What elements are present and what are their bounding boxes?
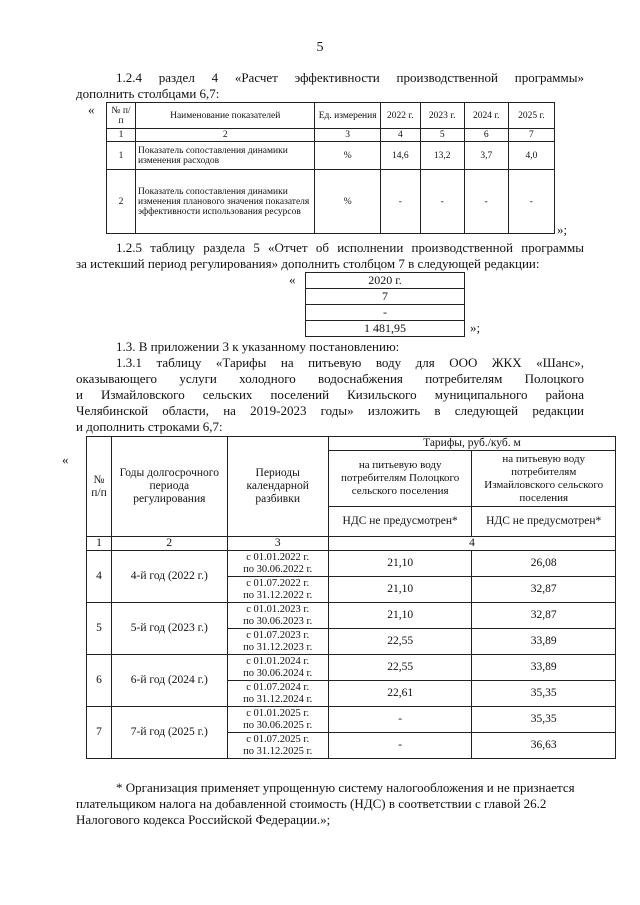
t3-header-years: Годы долгосрочного периода регулирования [112,437,227,537]
t1-header-2024: 2024 г. [464,103,508,129]
t3-period [227,629,328,655]
t3-tariff-izmail: 32,87 [472,577,616,603]
t2-cell: - [306,305,465,321]
t3-colnum: 2 [112,537,227,551]
t3-header-tariffs: Тарифы, руб./куб. м [328,437,615,451]
t3-tariff-izmail: 33,89 [472,629,616,655]
t1-row-2024: 3,7 [464,142,508,170]
t3-period-to: по 31.12.2022 г. [243,589,313,601]
t1-header-2023: 2023 г. [420,103,464,129]
t3-tariff-izmail: 26,08 [472,551,616,577]
t3-tariff-izmail: 32,87 [472,603,616,629]
t2-year: 2020 г. [306,273,465,289]
t3-tariff-izmail: 33,89 [472,655,616,681]
footnote-line2: плательщиком налога на добавленной стоимость (НДС) в соответствии с главой 26.2 [76,796,547,811]
t1-colnum: 1 [107,129,136,142]
t1-row-unit: % [315,170,381,234]
paragraph-1-2-5-line2: за истекший период регулирования» дополнить столбцом 7 в следующей редакции: [76,256,540,271]
t3-period [227,551,328,577]
paragraph-1-2-4-line2: дополнить столбцами 6,7: [76,86,220,101]
t3-header-periods: Периоды календарной разбивки [227,437,328,537]
t1-colnum: 7 [508,129,554,142]
t3-period [227,655,328,681]
paragraph-1-2-5-line1: 1.2.5 таблицу раздела 5 «Отчет об исполнении производственной программы [116,240,584,255]
t1-row-name: Показатель сопоставления динамики изменения расходов [136,142,315,170]
t3-group-num: 6 [87,655,112,707]
t1-row-2023: - [420,170,464,234]
t3-group-year: 5-й год (2023 г.) [112,603,227,655]
t3-colnum: 3 [227,537,328,551]
t3-period-from: с 01.07.2022 г. [246,577,310,589]
t1-colnum: 5 [420,129,464,142]
close-quote-table1: »; [557,222,568,237]
t3-period-to: по 30.06.2022 г. [243,563,313,575]
t3-period-to: по 30.06.2023 г. [243,615,313,627]
t1-row-unit: % [315,142,381,170]
t3-group-year: 7-й год (2025 г.) [112,707,227,759]
t1-header-2022: 2022 г. [380,103,420,129]
t3-tariff-polotsk: - [328,733,472,759]
t3-group-year: 6-й год (2024 г.) [112,655,227,707]
t1-colnum: 4 [380,129,420,142]
t2-colnum: 7 [306,289,465,305]
t3-tariff-polotsk: 22,55 [328,629,472,655]
t3-header-izmail: на питьевую воду потребителям Измайловского сельского поселения [472,451,616,507]
t1-row-2022: 14,6 [380,142,420,170]
report-column-table [305,272,465,337]
t1-row-name: Показатель сопоставления динамики изменения планового значения показателя эффективности использования ресурсов [136,170,315,234]
t1-row-2023: 13,2 [420,142,464,170]
open-quote-table3: « [62,452,69,467]
paragraph-1-2-4-line1: 1.2.4 раздел 4 «Расчет эффективности производственной программы» [116,70,584,85]
t3-tariff-polotsk: 21,10 [328,603,472,629]
t3-header-num: № п/п [87,437,112,537]
t3-period-from: с 01.01.2024 г. [246,655,310,667]
t3-header-vat-izmail: НДС не предусмотрен* [472,507,616,537]
t3-tariff-izmail: 35,35 [472,681,616,707]
t3-tariff-polotsk: 22,61 [328,681,472,707]
paragraph-1-3-1-line5: и дополнить строками 6,7: [76,419,223,434]
t1-row-2025: 4,0 [508,142,554,170]
close-quote-table2: »; [470,320,481,335]
t3-header-polotsk: на питьевую воду потребителям Полоцкого сельского поселения [328,451,472,507]
t1-row-num: 1 [107,142,136,170]
t3-period-to: по 31.12.2023 г. [243,641,313,653]
t3-tariff-polotsk: 22,55 [328,655,472,681]
t3-group-num: 7 [87,707,112,759]
t3-header-vat-polotsk: НДС не предусмотрен* [328,507,472,537]
paragraph-1-3-1-line1: 1.3.1 таблицу «Тарифы на питьевую воду для ООО ЖКХ «Шанс», [116,355,584,370]
t3-period [227,577,328,603]
t3-period [227,707,328,733]
t3-group-year: 4-й год (2022 г.) [112,551,227,603]
footnote-line3: Налогового кодекса Российской Федерации.»; [76,812,331,827]
t3-period-from: с 01.07.2023 г. [246,629,310,641]
t3-tariff-izmail: 35,35 [472,707,616,733]
t1-row-num: 2 [107,170,136,234]
t1-header-name: Наименование показателей [136,103,315,129]
t3-period-from: с 01.07.2025 г. [246,733,310,745]
t1-colnum: 6 [464,129,508,142]
tariffs-table [86,436,616,759]
t3-period-from: с 01.07.2024 г. [246,681,310,693]
t3-period-from: с 01.01.2022 г. [246,551,310,563]
t3-period-to: по 31.12.2025 г. [243,745,313,757]
t3-tariff-polotsk: 21,10 [328,551,472,577]
t3-tariff-polotsk: - [328,707,472,733]
t3-period-to: по 31.12.2024 г. [243,693,313,705]
t3-period [227,603,328,629]
footnote-line1: * Организация применяет упрощенную систему налогообложения и не признается [116,780,575,795]
t1-colnum: 2 [136,129,315,142]
t3-period-from: с 01.01.2025 г. [246,707,310,719]
paragraph-1-3-1-line4: Челябинской области, на 2019-2023 годы» изложить в следующей редакции [76,403,584,418]
t1-row-2024: - [464,170,508,234]
paragraph-1-3-1-line3: и Измайловского сельских поселений Кизильского муниципального района [76,387,584,402]
t3-tariff-polotsk: 21,10 [328,577,472,603]
t3-period [227,681,328,707]
paragraph-1-3-1-line2: оказывающего услуги холодного водоснабжения потребителям Полоцкого [76,371,584,386]
t3-colnum: 4 [328,537,615,551]
t3-period-to: по 30.06.2024 г. [243,667,313,679]
t1-header-2025: 2025 г. [508,103,554,129]
efficiency-table [106,102,555,234]
t2-cell: 1 481,95 [306,321,465,337]
t1-header-unit: Ед. измерения [315,103,381,129]
open-quote-table2: « [289,272,296,287]
t3-group-num: 5 [87,603,112,655]
t3-period-from: с 01.01.2023 г. [246,603,310,615]
paragraph-1-3: 1.3. В приложении 3 к указанному постановлению: [116,339,400,354]
t3-period-to: по 30.06.2025 г. [243,719,313,731]
t1-header-num: № п/п [107,103,136,129]
open-quote-table1: « [88,102,95,117]
t1-colnum: 3 [315,129,381,142]
t3-group-num: 4 [87,551,112,603]
t3-tariff-izmail: 36,63 [472,733,616,759]
t3-colnum: 1 [87,537,112,551]
t1-row-2025: - [508,170,554,234]
t1-row-2022: - [380,170,420,234]
t3-period [227,733,328,759]
page-number: 5 [316,40,324,55]
